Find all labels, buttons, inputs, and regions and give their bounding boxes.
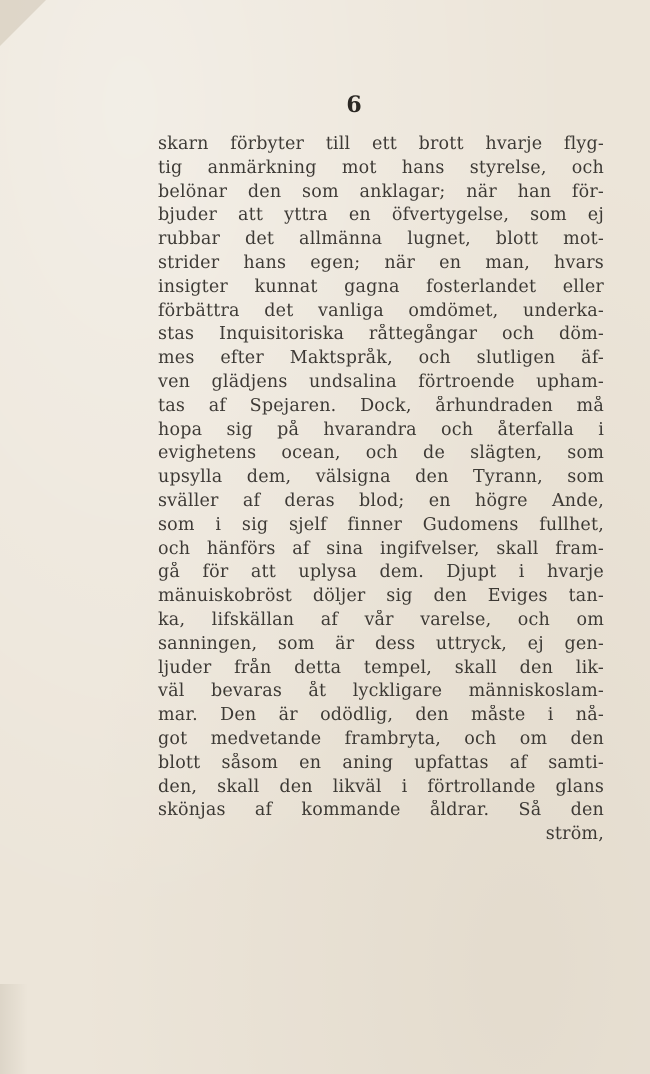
text-line: väl bevaras åt lyckligare människoslam-: [158, 681, 604, 702]
text-line: ven glädjens undsalina förtroende upham-: [158, 371, 604, 392]
text-line: ka, lifskällan af vår varelse, och om: [158, 609, 604, 630]
page-number: 6: [346, 92, 362, 118]
catchword: ström,: [545, 824, 604, 845]
text-line: mes efter Maktspråk, och slutligen äf-: [158, 348, 604, 369]
text-line: skönjas af kommande åldrar. Så den: [158, 800, 604, 821]
body-text: [158, 133, 604, 847]
page-corner-fold: [0, 0, 46, 46]
text-line: got medvetande frambryta, och om den: [158, 728, 604, 749]
text-line: blott såsom en aning upfattas af samti-: [158, 752, 604, 773]
text-line: evighetens ocean, och de slägten, som: [158, 443, 604, 464]
text-line: ljuder från detta tempel, skall den lik-: [158, 657, 604, 678]
text-line: tig anmärkning mot hans styrelse, och: [158, 157, 604, 178]
text-line: upsylla dem, välsigna den Tyrann, som: [158, 467, 604, 488]
text-line: sanningen, som är dess uttryck, ej gen-: [158, 633, 604, 654]
text-line: strider hans egen; när en man, hvars: [158, 252, 604, 273]
text-line: belönar den som anklagar; när han för-: [158, 181, 604, 202]
text-line: hopa sig på hvarandra och återfalla i: [158, 419, 604, 440]
text-line: bjuder att yttra en öfvertygelse, som ej: [158, 205, 604, 226]
text-line: sväller af deras blod; en högre Ande,: [158, 490, 604, 511]
text-line: som i sig sjelf finner Gudomens fullhet,: [158, 514, 604, 535]
text-line: tas af Spejaren. Dock, århundraden må: [158, 395, 604, 416]
text-line: mar. Den är odödlig, den måste i nå-: [158, 705, 604, 726]
text-line: förbättra det vanliga omdömet, underka-: [158, 300, 604, 321]
text-line: rubbar det allmänna lugnet, blott mot-: [158, 229, 604, 250]
text-line: skarn förbyter till ett brott hvarje flyg-: [158, 134, 604, 154]
text-line: och hänförs af sina ingifvelser, skall fram-: [158, 538, 604, 559]
text-line: gå för att uplysa dem. Djupt i hvarje: [158, 562, 604, 583]
text-line: stas Inquisitoriska råttegångar och döm-: [158, 324, 604, 345]
text-line: mänuiskobröst döljer sig den Eviges tan-: [158, 586, 604, 607]
text-line: den, skall den likväl i förtrollande glans: [158, 776, 604, 797]
text-line: insigter kunnat gagna fosterlandet eller: [158, 276, 604, 297]
page-edge-shadow: [0, 984, 28, 1074]
